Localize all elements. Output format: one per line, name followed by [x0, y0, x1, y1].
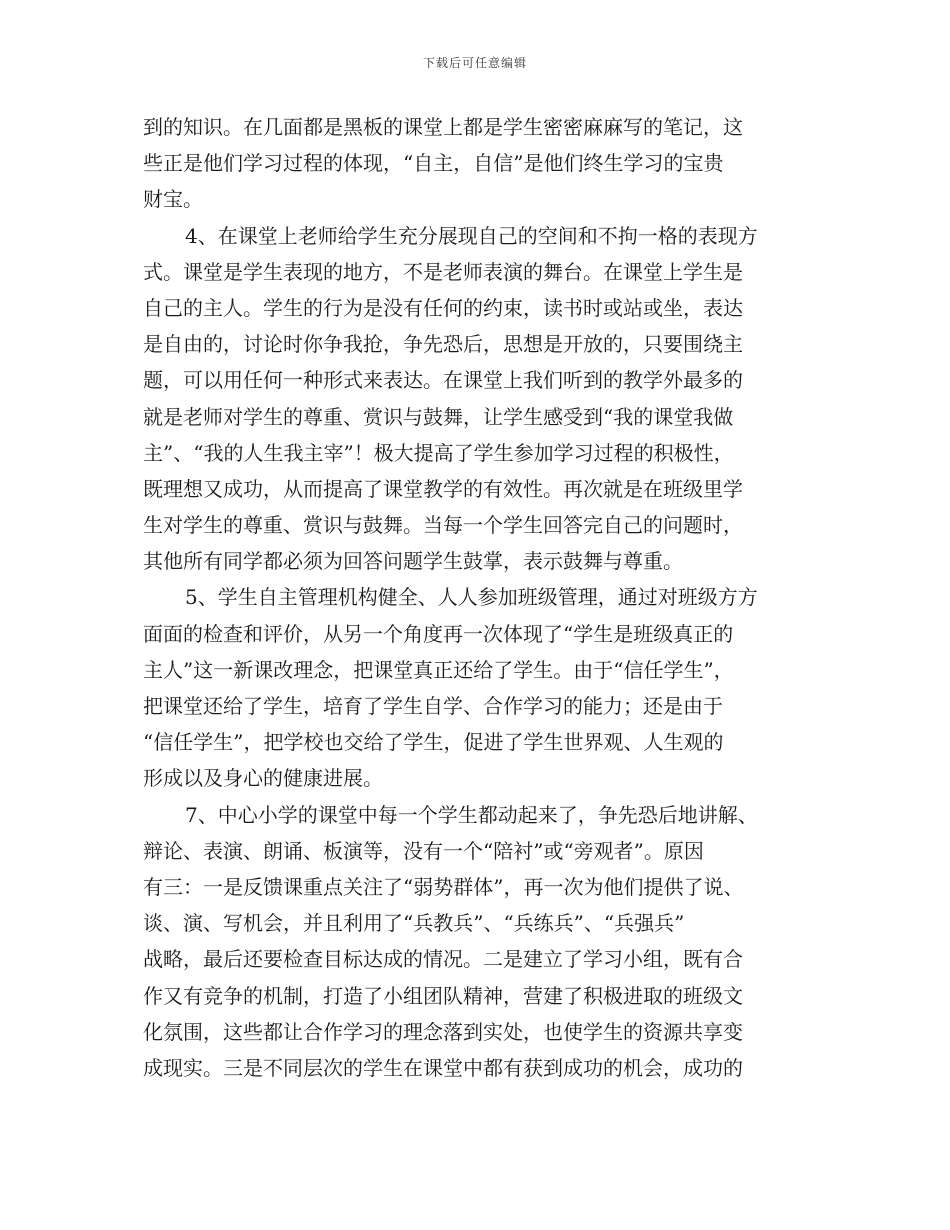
text-line: 化氛围，这些都让合作学习的理念落到实处，也使学生的资源共享变 [143, 1019, 743, 1044]
paragraph-start-line: 5、学生自主管理机构健全、人人参加班级管理，通过对班级方方 [185, 585, 758, 610]
text-line: 成现实。三是不同层次的学生在课堂中都有获到成功的机会，成功的 [143, 1055, 743, 1080]
text-line: 战略，最后还要检查目标达成的情况。二是建立了学习小组，既有合 [143, 947, 743, 972]
text-line: “信任学生”，把学校也交给了学生，促进了学生世界观、人生观的 [143, 730, 724, 755]
text-line: 形成以及身心的健康进展。 [143, 766, 383, 791]
text-line: 式。课堂是学生表现的地方，不是老师表演的舞台。在课堂上学生是 [143, 259, 743, 284]
page-header: 下载后可任意编辑 [422, 56, 527, 70]
text-line: 辩论、表演、朗诵、板演等，没有一个“陪衬”或“旁观者”。原因 [143, 838, 704, 863]
text-line: 有三：一是反馈课重点关注了“弱势群体”，再一次为他们提供了说、 [143, 874, 744, 899]
text-line: 到的知识。在几面都是黑板的课堂上都是学生密密麻麻写的笔记，这 [143, 115, 743, 139]
text-line: 生对学生的尊重、赏识与鼓舞。当每一个学生回答完自己的问题时， [143, 513, 743, 538]
text-line: 财宝。 [143, 187, 203, 212]
text-line: 题，可以用任何一种形式来表达。在课堂上我们听到的教学外最多的 [143, 368, 743, 393]
text-line: 些正是他们学习过程的体现，“自主，自信”是他们终生学习的宝贵 [143, 151, 724, 176]
text-line: 就是老师对学生的尊重、赏识与鼓舞，让学生感受到“我的课堂我做 [143, 404, 734, 429]
text-line: 其他所有同学都必须为回答问题学生鼓掌，表示鼓舞与尊重。 [143, 549, 683, 574]
text-line: 面面的检查和评价，从另一个角度再一次体现了“学生是班级真正的 [143, 621, 734, 646]
text-line: 主人”这一新课改理念，把课堂真正还给了学生。由于“信任学生”， [143, 657, 734, 682]
document-body [143, 109, 808, 1086]
text-line: 主”、“我的人生我主宰”！极大提高了学生参加学习过程的积极性， [143, 440, 734, 465]
text-line: 作又有竞争的机制，打造了小组团队精神，营建了积极进取的班级文 [143, 983, 743, 1008]
text-line: 把课堂还给了学生，培育了学生自学、合作学习的能力；还是由于 [143, 694, 723, 718]
text-line: 是自由的，讨论时你争我抢，争先恐后，思想是开放的，只要围绕主 [143, 332, 743, 357]
text-line: 谈、演、写机会，并且利用了“兵教兵”、“兵练兵”、“兵强兵” [143, 911, 685, 936]
paragraph-start-line: 4、在课堂上老师给学生充分展现自己的空间和不拘一格的表现方 [185, 223, 758, 248]
text-line: 既理想又成功，从而提高了课堂教学的有效性。再次就是在班级里学 [143, 476, 743, 501]
paragraph-start-line: 7、中心小学的课堂中每一个学生都动起来了，争先恐后地讲解、 [185, 802, 758, 827]
text-line: 自己的主人。学生的行为是没有任何的约束，读书时或站或坐，表达 [143, 295, 743, 320]
